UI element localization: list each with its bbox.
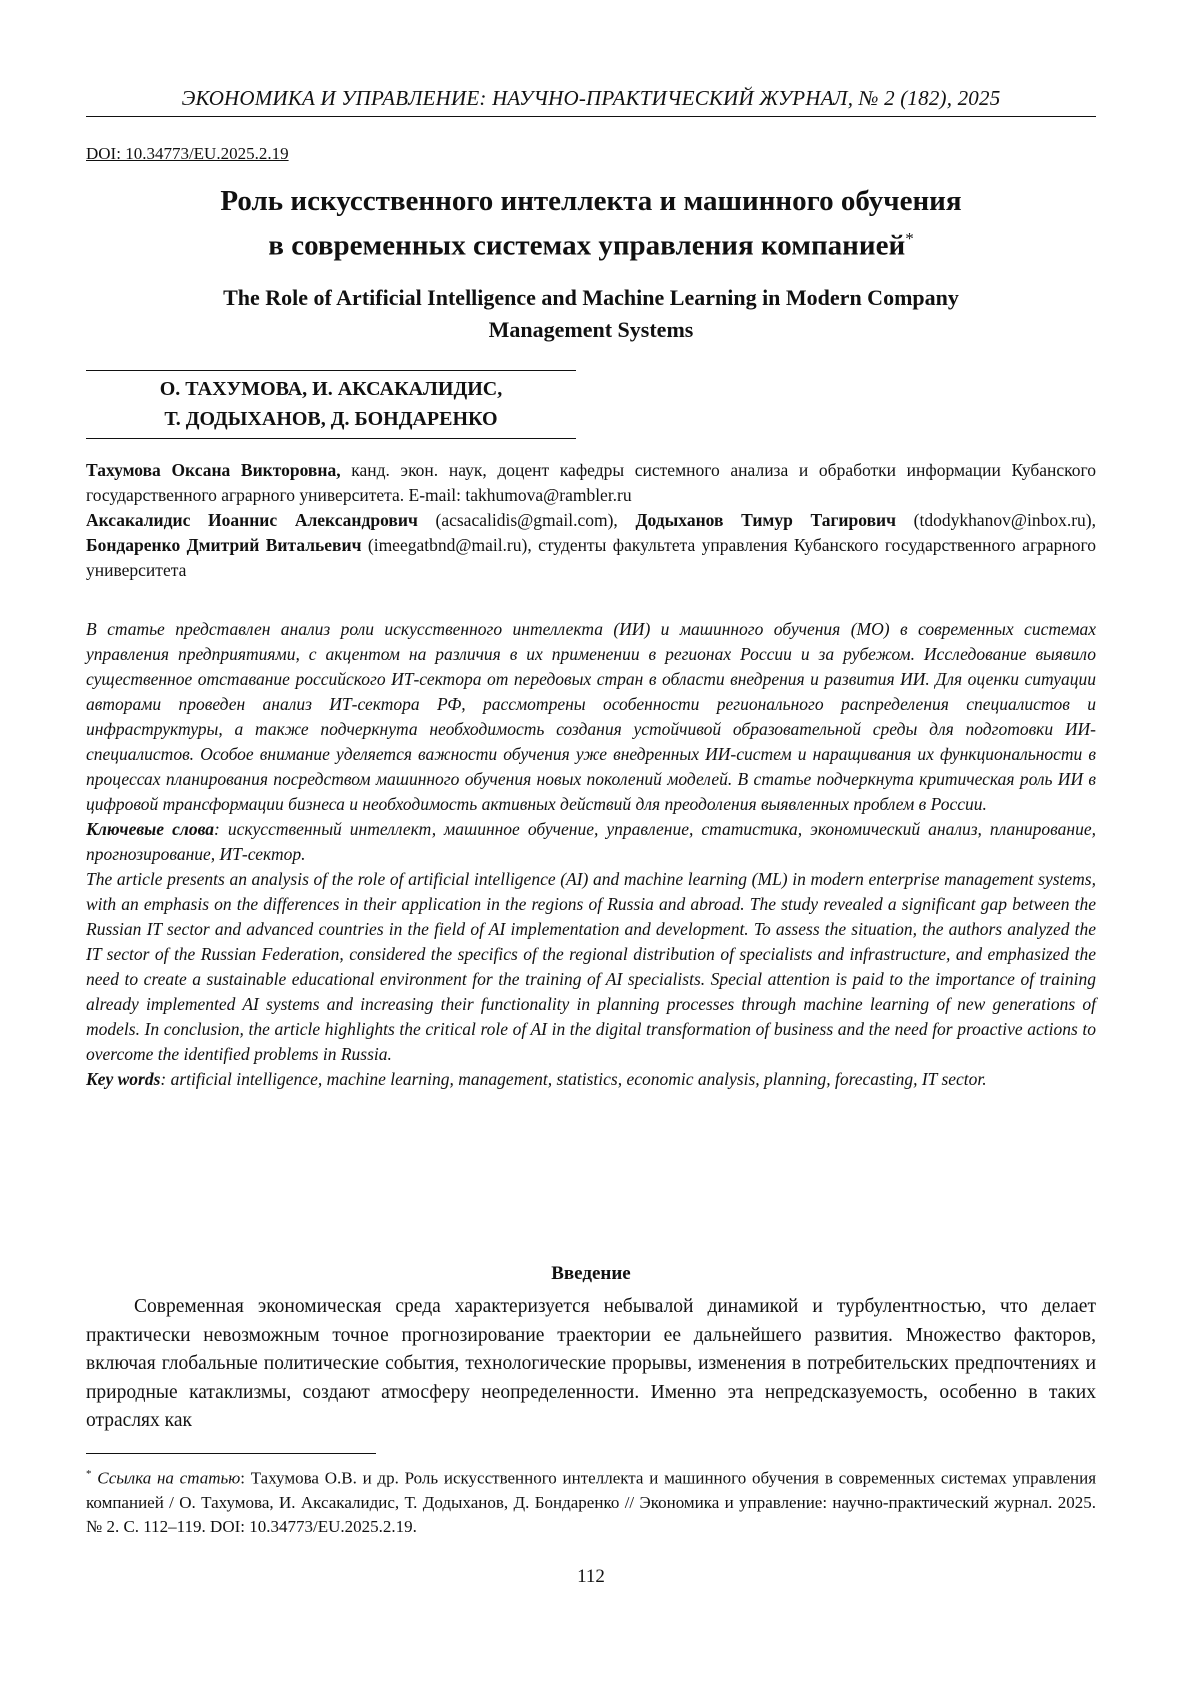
authors-block <box>86 374 576 434</box>
footnote <box>86 1462 1096 1539</box>
author-1-name: Тахумова Оксана Викторовна, <box>86 460 341 480</box>
abstract-english: The article presents an analysis of the role of artificial intelligence (AI) and machine learning (ML) in modern enterprise management systems, with an emphasis on the differences in their application in the regions of Russia and abroad. The study revealed a significant gap between the Russian IT sector and advanced countries in the field of AI implementation and development. To assess the situation, the authors analyzed the IT sector of the Russian Federation, considered the specifics of the regional distribution of specialists and infrastructure, and emphasized the need to create a sustainable educational environment for the training of AI specialists. Special attention is paid to the importance of training already implemented AI systems and increasing their functionality in planning processes through machine learning of new generations of models. In conclusion, the article highlights the critical role of AI in the digital transformation of business and the need for proactive actions to overcome the identified problems in Russia. <box>86 867 1096 1067</box>
author-affiliations <box>86 458 1096 583</box>
title-ru-line-1: Роль искусственного интеллекта и машинного обучения <box>86 182 1096 220</box>
introduction-paragraph: Современная экономическая среда характеризуется небывалой динамикой и турбулентностью, что делает практически невозможным точное прогнозирование траектории ее дальнейшего развития. Множество факторов, включая глобальные политические события, технологические прорывы, изменения в потребительских предпочтениях и природные катаклизмы, создают атмосферу неопределенности. Именно эта непредсказуемость, особенно в таких отраслях как <box>86 1293 1096 1436</box>
page-number: 112 <box>86 1566 1096 1588</box>
author-2-name: Аксакалидис Иоаннис Александрович <box>86 510 418 530</box>
footnote-mark: * <box>86 1468 92 1480</box>
title-english <box>86 282 1096 346</box>
title-ru-line-2 <box>86 220 1096 265</box>
authors-line-1: О. ТАХУМОВА, И. АКСАКАЛИДИС, <box>86 374 576 404</box>
title-ru-line-2-text: в современных системах управления компанией <box>268 230 905 262</box>
author-2-email: (acsacalidis@gmail.com), <box>418 510 636 530</box>
doi-link[interactable]: DOI: 10.34773/EU.2025.2.19 <box>86 144 289 164</box>
keywords-ru-text: : искусственный интеллект, машинное обучение, управление, статистика, экономический анализ, планирование, прогнозирование, ИТ-сектор. <box>86 819 1096 864</box>
keywords-ru-label: Ключевые слова <box>86 819 214 839</box>
affiliation-para-2 <box>86 508 1096 583</box>
author-3-email: (tdodykhanov@inbox.ru), <box>896 510 1096 530</box>
author-3-name: Додыханов Тимур Тагирович <box>636 510 896 530</box>
keywords-russian <box>86 817 1096 867</box>
title-footnote-mark[interactable]: * <box>905 229 914 248</box>
footnote-rule <box>86 1453 376 1454</box>
keywords-en-label: Key words <box>86 1069 160 1089</box>
affiliation-para-1 <box>86 458 1096 508</box>
authors-bottom-rule <box>86 438 576 439</box>
author-1-details: канд. экон. наук, доцент кафедры системного анализа и обработки информации Кубанского государственного аграрного университета. E-mail: takhumova@rambler.ru <box>86 460 1096 505</box>
title-russian <box>86 182 1096 265</box>
section-heading-introduction: Введение <box>86 1263 1096 1285</box>
authors-line-2: Т. ДОДЫХАНОВ, Д. БОНДАРЕНКО <box>86 404 576 434</box>
title-en-line-2: Management Systems <box>86 314 1096 346</box>
title-en-line-1: The Role of Artificial Intelligence and Machine Learning in Modern Company <box>86 282 1096 314</box>
author-4-name: Бондаренко Дмитрий Витальевич <box>86 535 361 555</box>
footnote-text: : Тахумова О.В. и др. Роль искусственного интеллекта и машинного обучения в современных системах управления компанией / О. Тахумова, И. Аксакалидис, Т. Додыханов, Д. Бондаренко // Экономика и управление: научно-практический журнал. 2025. № 2. С. 112–119. DOI: 10.34773/EU.2025.2.19. <box>86 1469 1096 1536</box>
header-rule <box>86 116 1096 117</box>
running-head: ЭКОНОМИКА И УПРАВЛЕНИЕ: НАУЧНО-ПРАКТИЧЕСКИЙ ЖУРНАЛ, № 2 (182), 2025 <box>86 86 1096 111</box>
footnote-label: Ссылка на статью <box>97 1469 240 1488</box>
author-4-details: (imeegatbnd@mail.ru), студенты факультета управления Кубанского государственного аграрного университета <box>86 535 1096 580</box>
authors-top-rule <box>86 370 576 371</box>
abstract-block <box>86 617 1096 1092</box>
keywords-english <box>86 1067 1096 1092</box>
keywords-en-text: : artificial intelligence, machine learning, management, statistics, economic analysis, planning, forecasting, IT sector. <box>160 1069 986 1089</box>
abstract-russian: В статье представлен анализ роли искусственного интеллекта (ИИ) и машинного обучения (МО) в современных системах управления предприятиями, с акцентом на различия в их применении в регионах России и за рубежом. Исследование выявило существенное отставание российского ИТ-сектора от передовых стран в области внедрения и развития ИИ. Для оценки ситуации авторами проведен анализ ИТ-сектора РФ, рассмотрены особенности регионального распределения специалистов и инфраструктуры, а также подчеркнута необходимость создания устойчивой образовательной среды для подготовки ИИ-специалистов. Особое внимание уделяется важности обучения уже внедренных ИИ-систем и наращивания их функциональности в процессах планирования посредством машинного обучения новых поколений моделей. В статье подчеркнута критическая роль ИИ в цифровой трансформации бизнеса и необходимость активных действий для преодоления выявленных проблем в России. <box>86 617 1096 817</box>
